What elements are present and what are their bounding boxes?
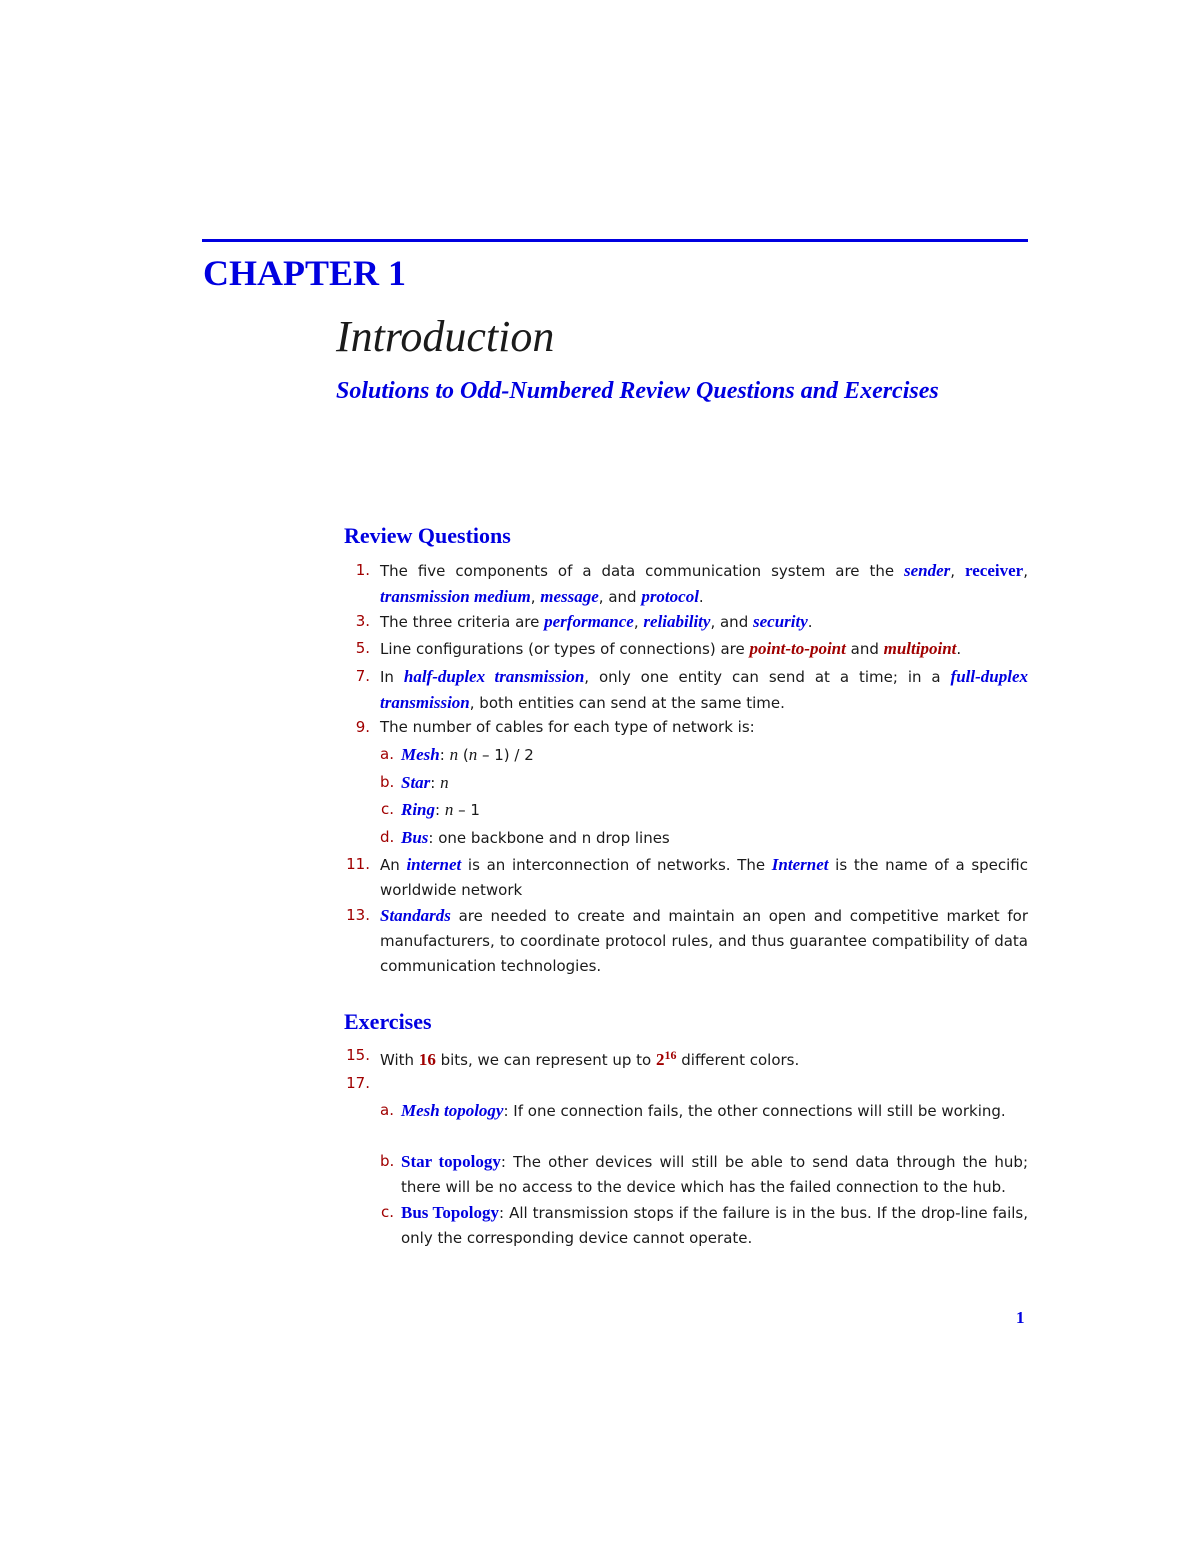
exercises-heading: Exercises [344, 1009, 432, 1034]
network-cables-star: b. Star: n [380, 773, 449, 792]
chapter-rule [202, 239, 1028, 242]
review-question-1 [344, 558, 1028, 610]
question-number: 3. [355, 612, 370, 630]
question-text: Line configurations (or types of connections) are point-to-point and multipoint. [380, 639, 962, 658]
question-text: An internet is an interconnection of networks. The Internet is the name of a specific worldwide network [380, 855, 1028, 899]
exercise-17-star: b. Star topology: The other devices will still be able to send data through the hub; there will be no access to the device which has the failed connection to the hub. [380, 1152, 1028, 1196]
review-question-9 [344, 715, 1028, 740]
exercise-17-mesh: a. Mesh topology: If one connection fails, the other connections will still be working. [380, 1101, 1006, 1120]
exercise-number: 17. [346, 1074, 370, 1092]
question-number: 11. [346, 855, 370, 873]
exercise-15 [344, 1043, 1028, 1073]
review-question-3 [344, 609, 1028, 635]
question-text: The five components of a data communication system are the sender, receiver, transmission medium, message, and protocol. [380, 561, 1028, 606]
question-text: In half-duplex transmission, only one entity can send at a time; in a full-duplex transmission, both entities can send at the same time. [380, 667, 1028, 712]
exercise-number: 15. [346, 1046, 370, 1064]
chapter-label: CHAPTER 1 [203, 253, 407, 293]
question-number: 13. [346, 906, 370, 924]
review-question-7 [344, 664, 1028, 716]
question-text: The number of cables for each type of network is: [380, 718, 755, 736]
question-number: 5. [355, 639, 370, 657]
page-number: 1 [1016, 1308, 1025, 1327]
network-cables-mesh: a. Mesh: n (n – 1) / 2 [380, 745, 534, 764]
chapter-title: Introduction [336, 312, 555, 361]
question-number: 7. [355, 667, 370, 685]
review-question-11 [344, 852, 1028, 903]
question-text: The three criteria are performance, reliability, and security. [380, 612, 813, 631]
review-questions-heading: Review Questions [344, 523, 511, 548]
chapter-subtitle: Solutions to Odd-Numbered Review Questions and Exercises [336, 378, 939, 404]
exercise-17-bus: c. Bus Topology: All transmission stops if the failure is in the bus. If the drop-line fails, only the corresponding device cannot operate. [380, 1203, 1028, 1247]
network-cables-bus: d. Bus: one backbone and n drop lines [380, 828, 670, 847]
review-question-5 [344, 636, 1028, 662]
exercise-text: With 16 bits, we can represent up to $2^{16}$ different colors. [380, 1048, 800, 1069]
question-text: Standards are needed to create and maintain an open and competitive market for manufacturers, to coordinate protocol rules, and thus guarantee compatibility of data communication technologies. [380, 906, 1028, 975]
question-number: 9. [355, 718, 370, 736]
question-number: 1. [355, 561, 370, 579]
network-cables-ring: c. Ring: n – 1 [380, 800, 480, 819]
review-question-13 [344, 903, 1028, 979]
